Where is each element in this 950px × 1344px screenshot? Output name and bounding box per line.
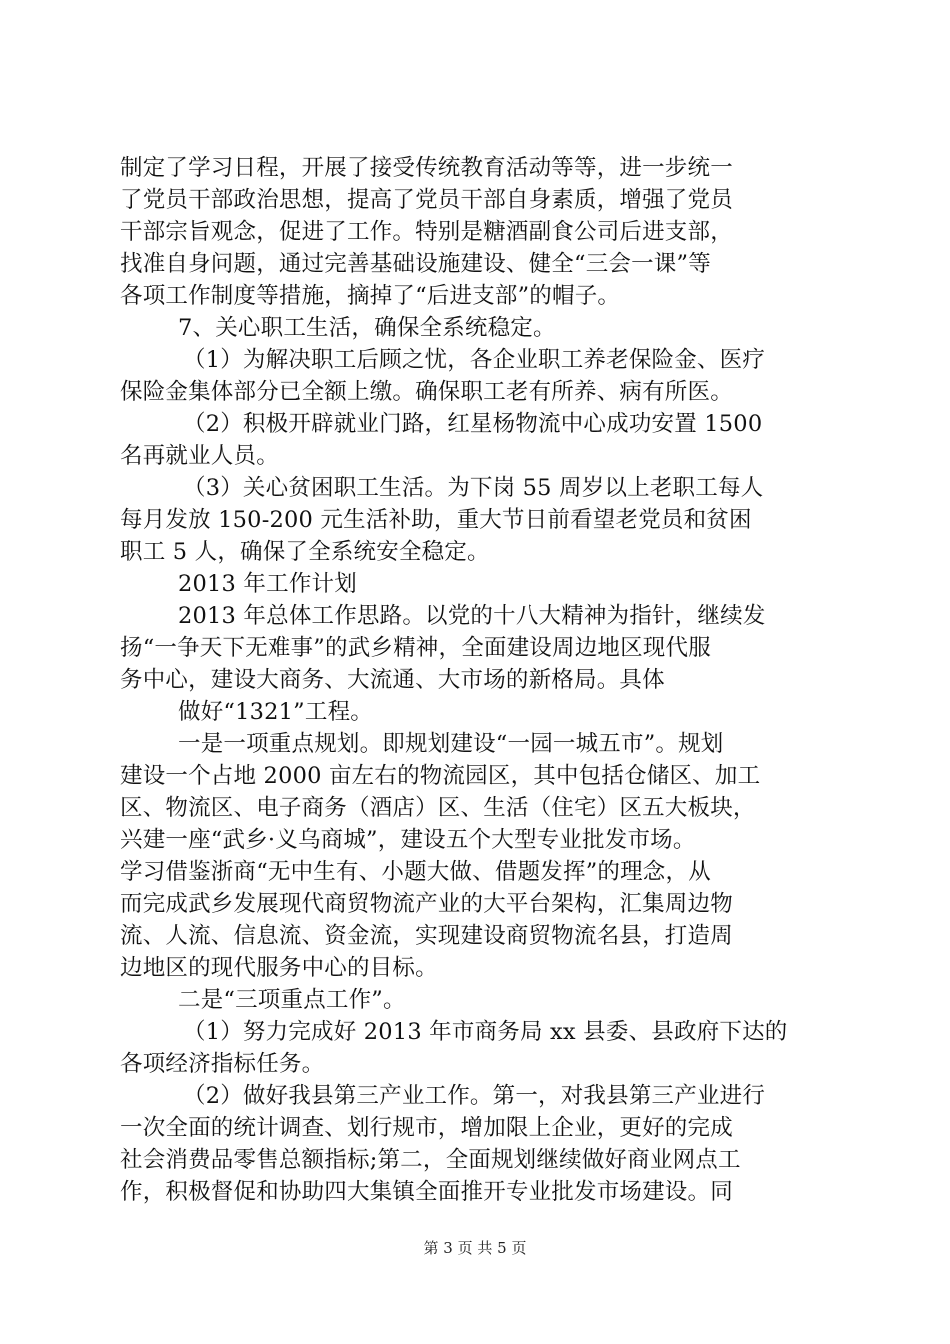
text-line: 而完成武乡发展现代商贸物流产业的大平台架构，汇集周边物 [120,891,733,917]
text-line: 职工 5 人，确保了全系统安全稳定。 [120,539,490,565]
text-line: 保险金集体部分已全额上缴。确保职工老有所养、病有所医。 [120,379,733,405]
text-line: 二是“三项重点工作”。 [178,987,406,1013]
text-line: 扬“一争天下无难事”的武乡精神，全面建设周边地区现代服 [120,635,711,661]
text-line: 建设一个占地 2000 亩左右的物流园区，其中包括仓储区、加工 [120,763,761,789]
text-line: 各项工作制度等措施，摘掉了“后进支部”的帽子。 [120,283,621,309]
text-line: 务中心，建设大商务、大流通、大市场的新格局。具体 [120,667,665,693]
text-line: （2）做好我县第三产业工作。第一，对我县第三产业进行 [183,1083,766,1109]
text-line: 做好“1321”工程。 [178,699,373,725]
text-line: 干部宗旨观念，促进了工作。特别是糖酒副食公司后进支部， [120,219,733,245]
text-line: 社会消费品零售总额指标;第二，全面规划继续做好商业网点工 [120,1147,741,1173]
text-line: 流、人流、信息流、资金流，实现建设商贸物流名县，打造周 [120,923,733,949]
text-line: 作，积极督促和协助四大集镇全面推开专业批发市场建设。同 [120,1179,733,1205]
document-body [120,152,840,1208]
text-line: （1）为解决职工后顾之忧，各企业职工养老保险金、医疗 [183,347,766,373]
text-line: 学习借鉴浙商“无中生有、小题大做、借题发挥”的理念，从 [120,859,711,885]
text-line: 2013 年总体工作思路。以党的十八大精神为指针，继续发 [178,603,766,629]
text-line: （1）努力完成好 2013 年市商务局 xx 县委、县政府下达的 [183,1019,788,1045]
text-line: 找准自身问题，通过完善基础设施建设、健全“三会一课”等 [120,251,711,277]
text-line: 名再就业人员。 [120,443,279,469]
text-line: （3）关心贫困职工生活。为下岗 55 周岁以上老职工每人 [183,475,764,501]
text-line: 了党员干部政治思想，提高了党员干部自身素质，增强了党员 [120,187,733,213]
text-line: （2）积极开辟就业门路，红星杨物流中心成功安置 1500 [183,411,763,437]
text-line: 边地区的现代服务中心的目标。 [120,955,438,981]
text-line: 一次全面的统计调查、划行规市，增加限上企业，更好的完成 [120,1115,733,1141]
page-number-footer: 第 3 页 共 5 页 [423,1239,527,1257]
text-line: 制定了学习日程，开展了接受传统教育活动等等，进一步统一 [120,155,733,181]
text-line: 每月发放 150-200 元生活补助，重大节日前看望老党员和贫困 [120,507,752,533]
text-line: 兴建一座“武乡·义乌商城”，建设五个大型专业批发市场。 [120,827,696,853]
text-line: 各项经济指标任务。 [120,1051,325,1077]
text-line: 区、物流区、电子商务（酒店）区、生活（住宅）区五大板块， [120,795,756,821]
text-line: 一是一项重点规划。即规划建设“一园一城五市”。规划 [178,731,724,757]
section-heading: 7、关心职工生活，确保全系统稳定。 [178,315,556,341]
section-heading: 2013 年工作计划 [178,571,357,597]
